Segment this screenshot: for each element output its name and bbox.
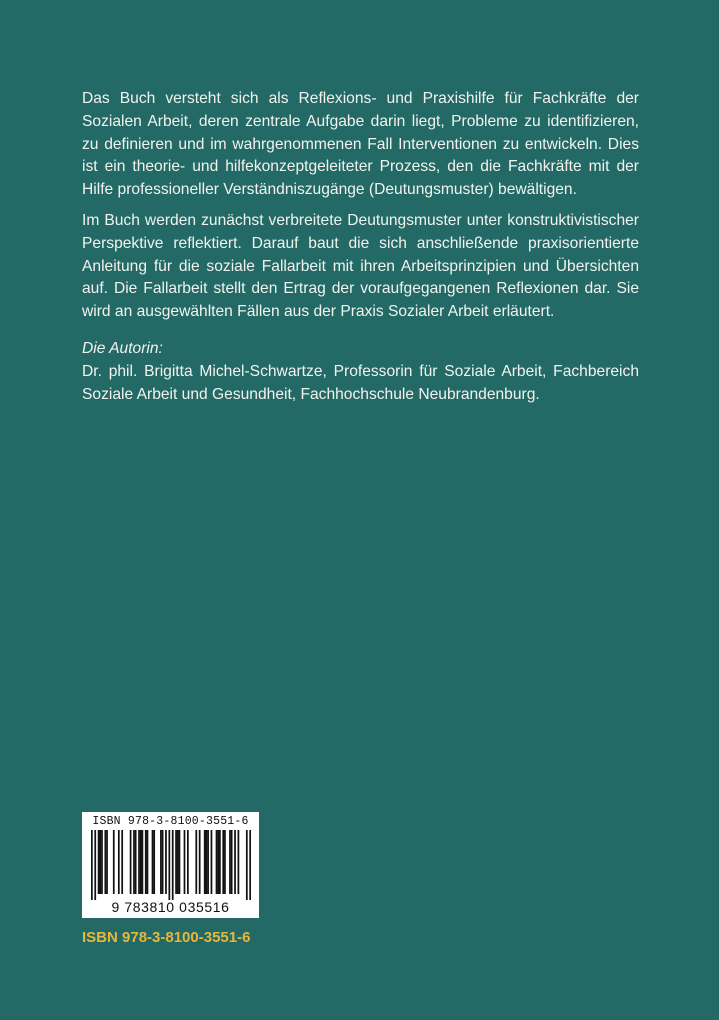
barcode-isbn-label: ISBN 978-3-8100-3551-6 bbox=[92, 815, 249, 828]
barcode-bar bbox=[118, 830, 120, 894]
barcode-bar bbox=[168, 830, 170, 900]
barcode-bar bbox=[231, 830, 233, 894]
barcode-bar bbox=[211, 830, 213, 894]
barcode-bar bbox=[130, 830, 132, 894]
barcode-bar bbox=[160, 830, 162, 894]
barcode-bar bbox=[162, 830, 164, 894]
barcode-bar bbox=[135, 830, 137, 894]
barcode-bar bbox=[153, 830, 155, 894]
barcode-bar bbox=[206, 830, 208, 894]
blurb-paragraph-1: Das Buch versteht sich als Reflexions- und Praxishilfe für Fachkräfte der Sozialen Arbeit, deren zentrale Aufgabe darin liegt, Probleme zu identifizieren, zu definieren und im wahrgenommenen Fall Interventionen zu entwickeln. Dies ist ein theorie- und hilfekonzeptgeleiteter Prozess, den die Fachkräfte mit der Hilfe professioneller Verständniszugänge (Deutungsmuster) bewältigen. bbox=[82, 90, 639, 199]
barcode-bar bbox=[222, 830, 224, 894]
barcode-bar bbox=[184, 830, 186, 894]
barcode-bars bbox=[91, 830, 251, 900]
barcode-bar bbox=[152, 830, 154, 894]
barcode-bar bbox=[165, 830, 167, 894]
barcode-bar bbox=[142, 830, 144, 894]
barcode-bar bbox=[175, 830, 177, 894]
barcode-bar bbox=[106, 830, 108, 894]
barcode-bar bbox=[104, 830, 106, 894]
barcode-bar bbox=[249, 830, 251, 900]
barcode-bar bbox=[147, 830, 149, 894]
barcode-bar bbox=[229, 830, 231, 894]
barcode-bar bbox=[224, 830, 226, 894]
barcode-bar bbox=[216, 830, 218, 894]
barcode-bar bbox=[121, 830, 123, 894]
barcode-bar bbox=[138, 830, 140, 894]
barcode-bar bbox=[101, 830, 103, 894]
barcode-bar bbox=[217, 830, 219, 894]
barcode-bar bbox=[94, 830, 96, 900]
barcode-bar bbox=[187, 830, 189, 894]
barcode-bar bbox=[113, 830, 115, 894]
barcode-bar bbox=[177, 830, 179, 894]
barcode-bar bbox=[91, 830, 93, 900]
barcode-bar bbox=[99, 830, 101, 894]
barcode-bar bbox=[133, 830, 135, 894]
author-info: Dr. phil. Brigitta Michel-Schwartze, Professorin für Soziale Arbeit, Fachbereich Soziale Arbeit und Gesundheit, Fachhochschule Neubrandenburg. bbox=[82, 362, 639, 403]
barcode-bar bbox=[195, 830, 197, 894]
barcode-bar bbox=[199, 830, 201, 894]
barcode-bar bbox=[207, 830, 209, 894]
blurb-paragraph-2: Im Buch werden zunächst verbreitete Deutungsmuster unter konstruktivistischer Perspektive reflektiert. Darauf baut die sich anschließende praxisorientierte Anleitung für die soziale Fallarbeit mit ihren Arbeitsprinzipien und Übersichten auf. Die Fallarbeit stellt den Ertrag der voraufgegangenen Reflexionen dar. Sie wird an ausgewählten Fällen aus der Praxis Sozialer Arbeit erläutert. bbox=[82, 211, 639, 321]
author-heading: Die Autorin: bbox=[82, 339, 163, 357]
barcode-bar bbox=[172, 830, 174, 900]
barcode-bar bbox=[98, 830, 100, 894]
blurb-text-block bbox=[82, 88, 639, 406]
barcode-bar bbox=[246, 830, 248, 900]
barcode-bar bbox=[234, 830, 236, 894]
barcode-bar bbox=[140, 830, 142, 894]
barcode-bar bbox=[204, 830, 206, 894]
barcode-bar bbox=[145, 830, 147, 894]
isbn-footer: ISBN 978-3-8100-3551-6 bbox=[82, 929, 251, 946]
barcode-digits: 9 783810 035516 bbox=[111, 899, 230, 915]
barcode-bar bbox=[219, 830, 221, 894]
barcode-bar bbox=[238, 830, 240, 894]
barcode-bar bbox=[179, 830, 181, 894]
barcode bbox=[82, 812, 259, 918]
